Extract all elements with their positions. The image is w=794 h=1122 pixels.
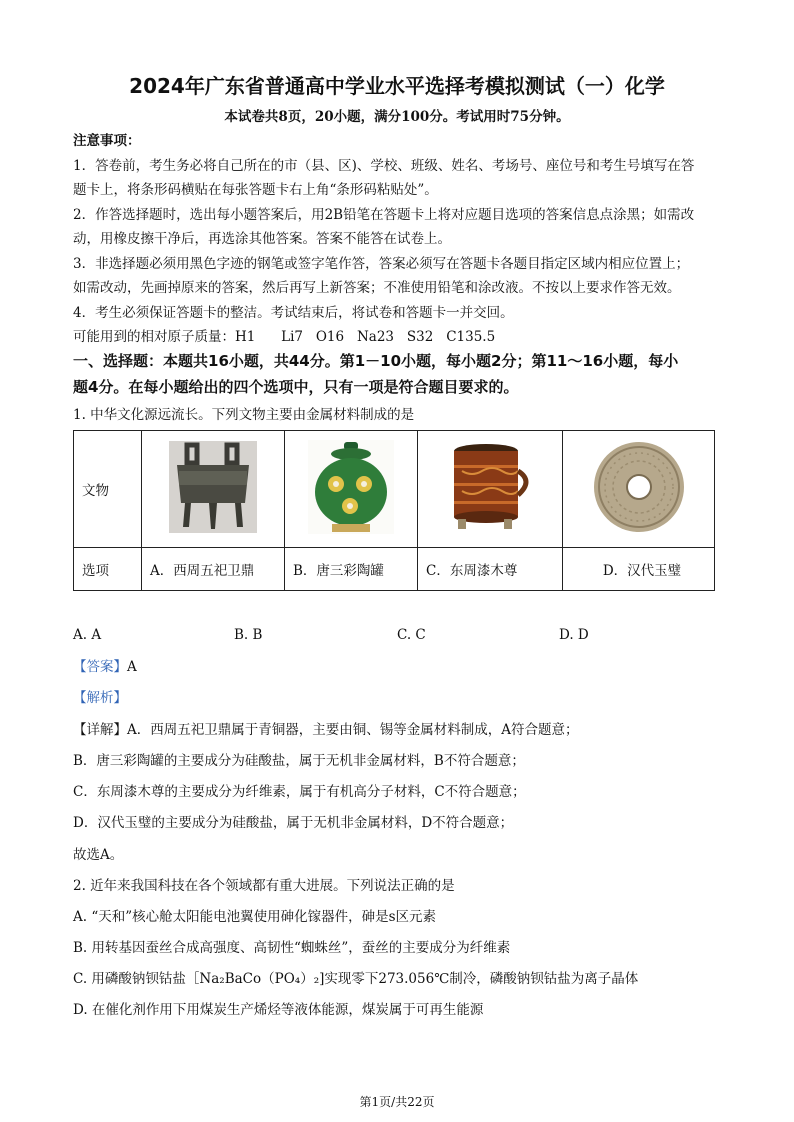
choice-c: C. C	[397, 627, 426, 643]
row-label: 文物	[74, 431, 142, 548]
exam-info: 本试卷共8页，20小题，满分100分。考试用时75分钟。	[224, 109, 570, 125]
artifact-image-cell	[285, 431, 418, 548]
explain-line	[73, 721, 723, 739]
explain-line: D．汉代玉璧的主要成分为硅酸盐，属于无机非金属材料，D不符合题意；	[73, 815, 514, 831]
atomic-mass-line: 可能用到的相对原子质量：H1 Li7 O16 Na23 S32 C135.5	[73, 329, 496, 345]
page-title: 2024年广东省普通高中学业水平选择考模拟测试（一）化学	[129, 74, 665, 98]
row-label: 选项	[74, 548, 142, 591]
artifact-image-cell	[563, 431, 715, 548]
notice-line: 4．考生必须保证答题卡的整洁。考试结束后，将试卷和答题卡一并交回。	[73, 305, 514, 321]
choice-d: D. D	[559, 627, 589, 643]
q2-option-c: C. 用磷酸钠钡钴盐［Na₂BaCo（PO₄）₂]实现零下273.056℃制冷，磷酸钠钡钴盐为离子晶体	[73, 971, 639, 987]
choice-a: A. A	[73, 627, 102, 643]
notice-line: 如需改动，先画掉原来的答案，然后再写上新答案；不准使用铅笔和涂改液。不按以上要求作答无效。	[73, 280, 681, 296]
artifact-image-cell	[142, 431, 285, 548]
artifact-table	[73, 430, 715, 591]
explain-line: C．东周漆木尊的主要成分为纤维素，属于有机高分子材料，C不符合题意；	[73, 784, 526, 800]
answer-value: A	[127, 659, 137, 675]
notice-line: 1．答卷前，考生务必将自己所在的市（县、区)、学校、班级、姓名、考场号、座位号和考生号填写在答	[73, 158, 695, 174]
bronze-ding-image	[169, 441, 257, 533]
choice-b: B. B	[234, 627, 263, 643]
notice-line: 3．非选择题必须用黑色字迹的钢笔或签字笔作答，答案必须写在答题卡各题目指定区域内相应位置上；	[73, 256, 690, 272]
explain-line: B．唐三彩陶罐的主要成分为硅酸盐，属于无机非金属材料，B不符合题意；	[73, 753, 525, 769]
question-2-stem: 2. 近年来我国科技在各个领域都有重大进展。下列说法正确的是	[73, 878, 455, 894]
q2-option-a: A. “天和”核心舱太阳能电池翼使用砷化镓器件，砷是s区元素	[73, 909, 437, 925]
notice-line: 题卡上，将条形码横贴在每张答题卡右上角“条形码粘贴处”。	[73, 182, 438, 198]
q2-option-d: D. 在催化剂作用下用煤炭生产烯烃等液体能源，煤炭属于可再生能源	[73, 1002, 484, 1018]
answer-tag: 【答案】	[73, 659, 127, 675]
option-label: D．汉代玉璧	[563, 548, 715, 591]
option-label: C．东周漆木尊	[418, 548, 563, 591]
section-heading: 一、选择题：本题共16小题，共44分。第1－10小题，每小题2分；第11～16小题，每小	[73, 352, 679, 370]
jade-bi-image	[589, 440, 689, 534]
explain-text: A．西周五祀卫鼎属于青铜器，主要由铜、锡等金属材料制成，A符合题意；	[127, 722, 579, 738]
sancai-jar-image	[308, 440, 394, 534]
option-label: B．唐三彩陶罐	[285, 548, 418, 591]
notice-heading: 注意事项：	[73, 133, 141, 149]
lacquer-zun-image	[442, 441, 538, 533]
artifact-image-cell	[418, 431, 563, 548]
section-heading: 题4分。在每小题给出的四个选项中，只有一项是符合题目要求的。	[73, 378, 519, 396]
detail-tag: 【详解】	[73, 722, 127, 738]
q2-option-b: B. 用转基因蚕丝合成高强度、高韧性“蜘蛛丝”，蚕丝的主要成分为纤维素	[73, 940, 511, 956]
answer-line	[73, 658, 723, 676]
analysis-tag: 【解析】	[73, 690, 127, 706]
explain-conclusion: 故选A。	[73, 847, 124, 863]
option-label: A．西周五祀卫鼎	[142, 548, 285, 591]
question-1-stem: 1. 中华文化源远流长。下列文物主要由金属材料制成的是	[73, 407, 415, 423]
notice-line: 2．作答选择题时，选出每小题答案后，用2B铅笔在答题卡上将对应题目选项的答案信息点涂黑；如需改	[73, 207, 695, 223]
notice-line: 动，用橡皮擦干净后，再选涂其他答案。答案不能答在试卷上。	[73, 231, 451, 247]
page-number: 第1页/共22页	[359, 1095, 435, 1109]
